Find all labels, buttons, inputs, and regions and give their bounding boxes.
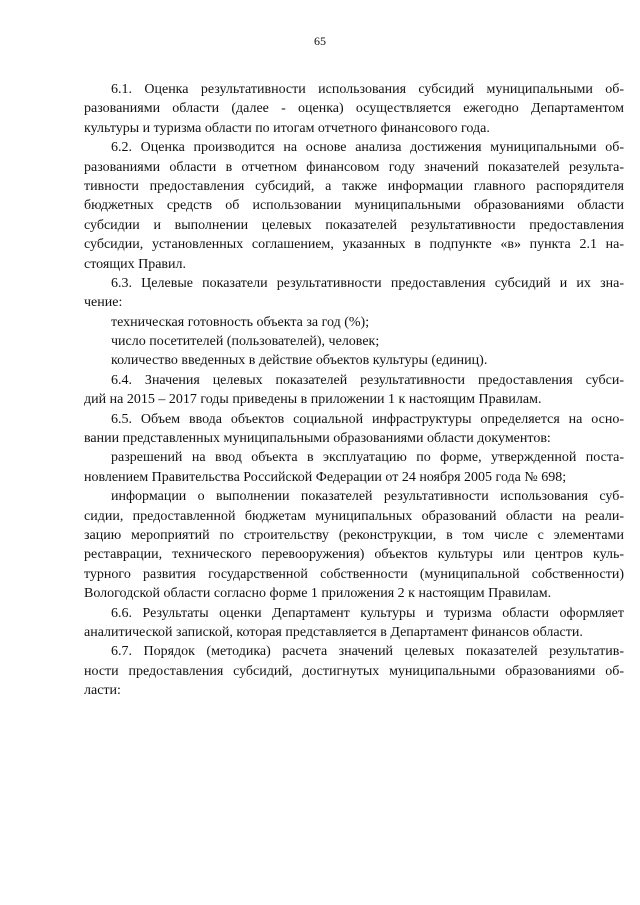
text-line: 6.1. Оценка результативности использования субсидий муниципальными об- xyxy=(111,82,624,97)
text-line: разованиями области в отчетном финансовом году значений показателей результа- xyxy=(84,159,624,175)
text-line: бюджетных средств об использовании муниципальными образованиями области xyxy=(84,198,624,214)
text-line: реставрации, технического перевооружения) объектов культуры или центров куль- xyxy=(84,547,624,563)
text-line: зацию мероприятий по строительству (реконструкции, в том числе с элементами xyxy=(84,527,624,543)
text-line: 6.4. Значения целевых показателей результативности предоставления субси- xyxy=(111,372,624,388)
text-line: 6.6. Результаты оценки Департамент культуры и туризма области оформляет xyxy=(111,605,624,621)
document-body xyxy=(84,80,624,701)
page-number: 65 xyxy=(314,34,326,48)
text-line: вании представленных муниципальными образованиями области документов: xyxy=(84,431,551,447)
text-line: Вологодской области согласно форме 1 приложения 2 к настоящим Правилам. xyxy=(84,586,552,602)
text-line: разованиями области (далее - оценка) осуществляется ежегодно Департаментом xyxy=(84,101,624,117)
text-line: турного развития государственной собственности (муниципальной собственности) xyxy=(84,566,624,582)
text-line: 6.2. Оценка производится на основе анализа достижения муниципальными об- xyxy=(111,140,624,156)
text-line: ности предоставления субсидий, достигнутых муниципальными образованиями об- xyxy=(84,663,624,679)
text-line: аналитической запиской, которая представляется в Департамент финансов области. xyxy=(84,624,583,640)
text-line: дий на 2015 – 2017 годы приведены в приложении 1 к настоящим Правилам. xyxy=(84,392,542,408)
text-line: субсидии, установленных соглашением, указанных в подпункте «в» пункта 2.1 на- xyxy=(84,237,624,253)
text-line: количество введенных в действие объектов культуры (единиц). xyxy=(111,353,488,369)
text-line: сидии, предоставленной бюджетам муниципальных образований области на реали- xyxy=(84,508,624,524)
text-line: чение: xyxy=(84,295,123,311)
text-line: техническая готовность объекта за год (%); xyxy=(111,314,370,330)
text-line: 6.7. Порядок (методика) расчета значений целевых показателей результатив- xyxy=(111,644,624,660)
text-line: информации о выполнении показателей результативности использования суб- xyxy=(111,489,624,505)
text-line: число посетителей (пользователей), человек; xyxy=(111,334,380,350)
text-line: ласти: xyxy=(84,683,121,699)
text-line: культуры и туризма области по итогам отчетного финансового года. xyxy=(84,120,490,136)
text-line: стоящих Правил. xyxy=(84,256,187,272)
text-line: тивности предоставления субсидий, а также информации главного распорядителя xyxy=(84,178,624,194)
text-line: 6.3. Целевые показатели результативности предоставления субсидий и их зна- xyxy=(111,275,624,291)
text-line: разрешений на ввод объекта в эксплуатацию по форме, утвержденной поста- xyxy=(111,450,624,466)
text-line: 6.5. Объем ввода объектов социальной инфраструктуры определяется на осно- xyxy=(111,411,624,427)
text-line: субсидии и выполнении целевых показателей результативности предоставления xyxy=(84,217,624,233)
text-line: новлением Правительства Российской Федерации от 24 ноября 2005 года № 698; xyxy=(84,469,567,485)
